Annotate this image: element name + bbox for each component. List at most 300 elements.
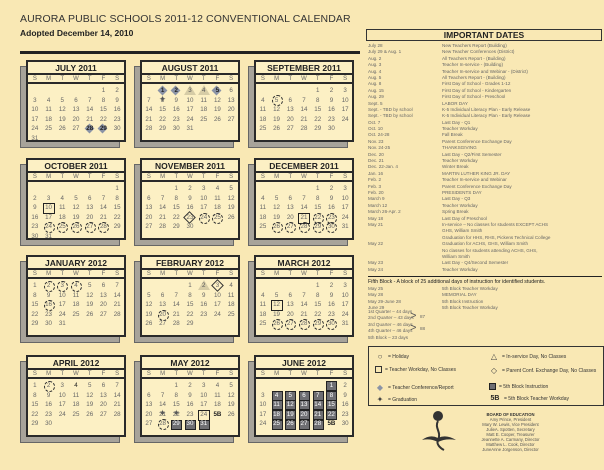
weekday-label: T [201,76,206,82]
weekday-label: M [160,371,166,377]
date-label: Dec. 22-Jan. 4 [368,164,398,170]
weekday-label: T [201,271,206,277]
calendar-day: 26 [270,222,284,232]
weekday-header [256,270,352,279]
calendar-day: 14 [311,400,325,410]
calendar-day: 20 [86,213,94,221]
calendar-day: 4 [215,185,220,192]
calendar-day: 27 [283,222,297,232]
event-label: Teacher Workday [442,126,478,132]
event-label: Last Day - Q1 [442,119,471,125]
calendar-day: 13 [145,401,153,409]
date-label: Aug. 5 [368,74,382,80]
calendar-day: 4 [46,96,51,104]
weekday-header [256,173,352,182]
date-label: Aug. 29 [368,94,384,100]
empty-day [270,184,284,194]
month-title: DECEMBER 2011 [256,160,352,173]
calendar-day: 15 [314,301,322,309]
date-label: March 9 [368,196,385,202]
calendar-day: 14 [159,401,166,409]
weekday-label: T [60,76,65,82]
month-card [140,158,240,240]
calendar-day: 24 [186,115,194,123]
calendar-day: 1 [101,87,106,94]
calendar-day: 12 [273,204,280,212]
calendar-day: 26 [86,410,94,418]
legend [368,346,604,406]
date-label: July 29 & Aug. 1 [368,49,402,55]
calendar-day: 28 [113,310,121,318]
date-label: Oct. 24-28 [368,132,390,138]
calendar-day: 23 [45,410,52,418]
weekday-label: F [215,271,220,277]
month-card [26,60,126,142]
calendar-day: 17 [341,301,349,309]
calendar-day: 7 [87,96,92,104]
calendar-day: 8 [174,194,178,202]
month-title: SEPTEMBER 2011 [256,62,352,75]
brace-icon: > [410,322,417,334]
calendar-day: 13 [286,204,294,212]
calendar-day: 5B [213,410,222,418]
calendar-day: 11 [259,106,267,114]
month-calendar [254,355,354,437]
calendar-day: 15 [31,401,39,409]
calendar-day: 25 [259,125,267,133]
event-label: Teacher Workday [442,202,478,208]
calendar-day: 13 [145,204,153,212]
calendar-day: 28 [145,125,153,133]
calendar-day: 16 [327,301,335,309]
calendar-day: 15 [314,204,322,212]
calendar-day: 23 [341,410,349,418]
weekday-label: F [329,371,334,377]
calendar-day: 16 [327,106,335,114]
date-label: Sept. - TBD by school [368,106,413,112]
legend-holiday: ○ = Holiday [375,352,409,361]
calendar-day: 4 [74,382,78,389]
calendar-day: 5 [74,194,78,202]
weekday-label: T [87,174,92,180]
empty-day [283,184,297,194]
calendar-day: 12 [145,301,153,309]
calendar-day: 19 [273,115,280,123]
calendar-day: 5 [283,391,297,401]
weekday-label: T [201,371,206,377]
calendar-day: 26 [270,319,284,329]
calendar-day: 2 [329,282,334,289]
weekday-label: M [46,371,52,377]
calendar-day: 27 [283,319,297,329]
calendar-day: 18 [45,115,52,123]
empty-day [270,86,284,96]
calendar-day: 7 [115,382,119,389]
calendar-day: 13 [99,391,107,399]
calendar-day: 1 [174,185,178,192]
graduation-icon: ✦ [376,395,384,404]
calendar-day: 11 [59,204,66,212]
weekday-label: W [187,76,193,82]
calendar-day: 20 [156,310,170,320]
empty-day [156,184,170,194]
weekday-label: S [32,174,37,180]
calendar-day: 29 [159,125,166,133]
day-grid [256,182,352,232]
weekday-label: T [288,76,293,82]
weekday-header [28,370,124,379]
empty-day [142,281,156,291]
calendar-day: 14 [99,204,107,212]
weekday-label: S [343,271,348,277]
calendar-day: 1 [188,282,192,289]
calendar-day: 31 [186,125,194,133]
weekday-label: M [46,271,52,277]
calendar-day: 17 [341,204,349,212]
calendar-day: 24 [58,410,66,418]
calendar-day: 8 [315,194,320,202]
calendar-day: 24 [197,213,211,223]
date-label: May 24 [368,266,384,272]
weekday-label: T [60,271,65,277]
empty-day [283,381,297,391]
calendar-day: 22 [314,310,322,318]
quarter-row: 4th Quarter – 46 days [368,328,413,334]
weekday-label: S [32,271,37,277]
date-label: Sept. - TBD by school [368,113,413,119]
date-label: Aug. 8 [368,81,382,87]
calendar-day: 8 [101,96,106,104]
empty-day [270,381,284,391]
calendar-day: 4 [261,291,265,299]
empty-day [297,86,311,96]
calendar-day: 16 [186,204,194,212]
calendar-day: 19 [145,310,153,318]
calendar-day: 21 [172,310,180,318]
empty-day [256,184,270,194]
calendar-day: 15 [314,106,322,114]
calendar-day: 7 [302,96,306,104]
calendar-day: 9 [188,391,192,399]
calendar-day: 25 [55,222,69,232]
calendar-day: 2 [329,185,334,192]
calendar-day: 18 [72,401,80,409]
empty-day [55,184,69,194]
calendar-day: 22 [172,213,180,221]
weekday-label: T [315,76,320,82]
calendar-day: 13 [99,291,107,299]
empty-day [142,381,156,391]
weekday-label: T [315,271,320,277]
calendar-day: 7 [147,96,151,104]
calendar-day: 11 [270,400,284,410]
calendar-day: 5 [87,382,92,389]
weekday-label: T [288,271,293,277]
calendar-day: 16 [341,401,349,409]
calendar-day: ✦ 21 [156,410,170,420]
quarter-row: 1st Quarter – 44 days [368,309,413,314]
calendar-day: 6 [288,96,292,104]
weekday-header [256,370,352,379]
calendar-day: 20 [72,115,80,123]
calendar-day: 16 [200,301,208,309]
weekday-label: W [301,76,307,82]
semester-total: 88 [420,326,426,331]
calendar-day: 30 [183,419,197,429]
month-calendar [26,255,126,337]
calendar-day: 16 [42,300,56,310]
legend-parent-conf: ◇ = Parent Conf. Exchange Day, No Classes [490,366,597,375]
calendar-day: 11 [227,291,235,299]
semester-total: 87 [420,314,426,319]
event-label: In-service – No classes for students EXCEPT ACHS [442,221,549,227]
empty-day [142,184,156,194]
weekday-label: M [46,174,52,180]
weekday-label: T [174,371,179,377]
date-label: March 12 [368,202,388,208]
calendar-day: 20 [99,401,107,409]
calendar-day: 12 [283,400,297,410]
calendar-day: 25 [72,410,80,418]
calendar-day: 25 [45,125,52,133]
day-grid [28,84,124,144]
weekday-label: T [60,371,65,377]
calendar-day: 12 [72,204,80,212]
calendar-day: 2 [329,87,334,94]
legend-workday: = Teacher Workday, No Classes [375,366,485,373]
calendar-day: 7 [101,194,106,202]
calendar-day: 12 [227,194,235,202]
calendar-day: 19 [72,213,80,221]
calendar-day: 3 [46,194,51,202]
weekday-label: W [187,271,193,277]
event-label: K-5 Individual Literacy Plan - Early Release [442,106,531,112]
calendar-day: 3 [343,87,347,94]
weekday-label: F [329,271,334,277]
empty-day [69,86,83,96]
calendar-day: 3 [261,391,265,399]
calendar-day: 31 [58,320,66,328]
board-member: Mary W. Lewis, Vice President [482,422,539,427]
calendar-day: 20 [286,115,294,123]
date-label: Aug. 2 [368,55,382,61]
weekday-label: M [274,174,280,180]
empty-day [270,281,284,291]
calendar-day: 22 [113,213,121,221]
weekday-label: T [87,271,92,277]
calendar-day: 2 [42,281,56,291]
month-title: NOVEMBER 2011 [142,160,238,173]
weekday-label: W [301,174,307,180]
calendar-day: 28 [297,222,311,232]
calendar-day: 22 [186,310,194,318]
weekday-label: S [260,371,265,377]
calendar-day: 8 [188,291,192,299]
calendar-day: 19 [86,401,94,409]
empty-day [69,184,83,194]
month-calendar [26,60,126,142]
empty-day [297,184,311,194]
calendar-day: 5 [60,96,64,104]
event-label: Graduation for HHS, RHS, Pickens Technical College [442,234,551,240]
empty-day [42,184,56,194]
month-card [254,355,354,437]
calendar-day: 7 [302,291,306,299]
event-label: No classes for students attending ACHS, GHS, [442,247,538,253]
calendar-day: 17 [200,401,208,409]
calendar-day: 27 [99,310,107,318]
calendar-day: 11 [200,96,207,104]
calendar-day: 15 [31,301,39,309]
calendar-day: 28 [300,125,308,133]
event-label: MARTIN LUTHER KING JR. DAY [442,170,511,176]
calendar-day: 16 [113,106,121,114]
calendar-day: 12 [213,96,221,104]
weekday-label: M [46,76,52,82]
calendar-day: 2 [115,87,119,94]
calendar-day: 8 [115,194,119,202]
calendar-day: 8 [315,291,320,299]
calendar-day: 11 [45,106,52,114]
calendar-day: 21 [113,301,121,309]
calendar-day: 17 [186,106,194,114]
calendar-day: 29 [113,223,121,231]
calendar-day: 14 [300,106,308,114]
empty-day [256,381,270,391]
event-label: New Teacher Conferences (District) [442,49,515,55]
header-rule [20,51,360,54]
date-row [368,267,602,273]
calendar-day: 7 [302,194,306,202]
calendar-day: 4 [229,282,233,289]
calendar-day: 1 [174,382,178,389]
calendar-day: 19 [227,204,235,212]
calendar-day: 14 [86,106,94,114]
calendar-day: 30 [172,125,180,133]
event-label: Last Day of Preschool [442,215,487,221]
calendar-day: 12 [86,391,94,399]
calendar-day: 23 [327,115,335,123]
weekday-label: M [274,76,280,82]
calendar-day: 30 [45,320,52,328]
empty-day [283,281,297,291]
calendar-day: 13 [297,400,311,410]
calendar-day: 29 [31,320,39,328]
calendar-day: 9 [329,291,334,299]
weekday-label: S [260,76,265,82]
triangle-icon: △ [490,352,498,361]
calendar-day: 23 [31,223,39,231]
page-title: AURORA PUBLIC SCHOOLS 2011-12 CONVENTIONAL CALENDAR [20,13,351,25]
event-label: Fall Break [442,132,463,138]
calendar-day: 1 [315,87,320,94]
calendar-day: 30 [186,223,194,231]
calendar-day: 4 [261,96,265,104]
calendar-day: 19 [227,401,235,409]
calendar-day: ✦ 22 [169,410,183,420]
calendar-day: 23 [327,310,335,318]
calendar-day: 11 [214,391,221,399]
empty-day [156,381,170,391]
event-label: Last Day - Q2/First Semester [442,151,502,157]
calendar-day: 29 [97,124,111,134]
weekday-label: F [101,76,106,82]
day-grid [28,379,124,429]
month-title: JANUARY 2012 [28,257,124,270]
empty-day [169,281,183,291]
calendar-day: 5 [229,185,233,192]
calendar-day: 6 [229,87,233,94]
event-label: Graduation for ACHS, GHS, William Smith [442,241,529,247]
date-label: Feb. 20 [368,189,384,195]
month-calendar [140,60,240,142]
calendar-day: 3 [211,281,225,291]
board-member: Amy Prince, President [489,417,532,422]
event-label: LABOR DAY [442,100,468,106]
calendar-day: 3 [201,382,206,389]
calendar-day: 29 [314,125,322,133]
calendar-day: 24 [58,310,66,318]
event-label: Teacher In-service and Webinar - (District) [442,68,528,74]
weekday-header [256,75,352,84]
date-label: Sept. 5 [368,100,383,106]
calendar-day: 4 [197,86,211,96]
calendar-day: 25 [211,213,225,223]
weekday-header [28,270,124,279]
weekday-label: S [229,371,234,377]
adopted-date: Adopted December 14, 2010 [20,28,134,38]
calendar-day: 24 [213,310,221,318]
calendar-day: 10 [58,391,66,399]
event-label: PRESIDENTS DAY [442,189,482,195]
month-calendar [140,158,240,240]
calendar-day: 9 [46,291,51,299]
calendar-day: 24 [42,222,56,232]
calendar-day: 6 [74,96,78,104]
calendar-day: 19 [213,106,221,114]
weekday-label: F [101,174,106,180]
calendar-day: 27 [159,320,166,328]
date-label: Aug. 3 [368,62,382,68]
calendar-day: 25 [72,310,80,318]
month-title: JUNE 2012 [256,357,352,370]
calendar-day: 10 [213,291,221,299]
calendar-day: 24 [341,310,349,318]
event-label: All Teachers Report - (Building) [442,74,506,80]
legend-graduation: ✦ = Graduation [376,395,418,404]
date-label: Feb. 3 [368,183,382,189]
calendar-day: 18 [200,106,208,114]
date-label: Aug. 15 [368,87,384,93]
empty-day [42,86,56,96]
weekday-label: S [146,271,151,277]
date-label: May 23 [368,260,384,266]
calendar-day: 26 [213,115,221,123]
calendar-day: 24 [259,420,267,428]
date-label: Nov. 24-25 [368,145,391,151]
calendar-day: 5 [270,96,284,106]
month-calendar [26,355,126,437]
weekday-label: W [187,371,193,377]
calendar-day: 27 [297,419,311,429]
calendar-day: 9 [33,204,37,212]
calendar-day: 14 [300,301,308,309]
board-title: BOARD OF EDUCATION [486,412,535,417]
calendar-day: ✦ 8 [156,96,170,106]
calendar-day: 30 [45,420,52,428]
calendar-day: 13 [227,96,235,104]
month-calendar [254,255,354,337]
